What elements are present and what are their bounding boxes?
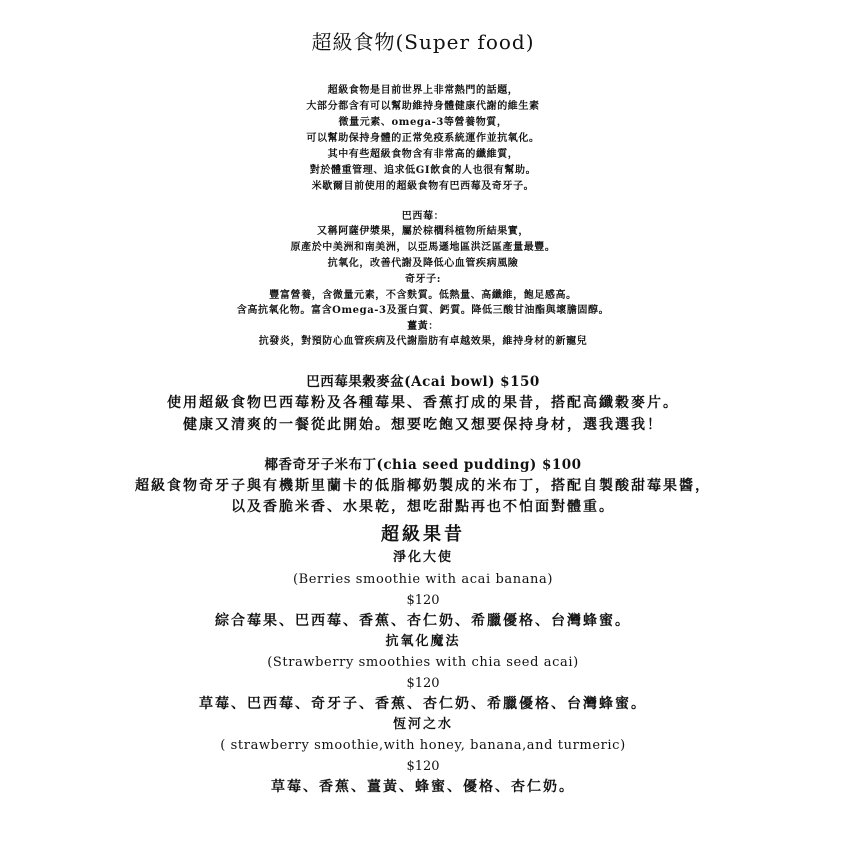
intro-line: 超級食物是目前世界上非常熱門的話題， (327, 85, 519, 96)
smoothie-ingredients: 草莓、巴西莓、奇牙子、香蕉、杏仁奶、希臘優格、台灣蜂蜜。 (199, 696, 647, 712)
intro-line: 大部分都含有可以幫助維持身體健康代謝的維生素 (306, 101, 540, 112)
ingredient-line: 又稱阿薩伊漿果，屬於棕櫚科植物所結果實， (317, 226, 529, 237)
menu-item-description: 健康又清爽的一餐從此開始。想要吃飽又想要保持身材，選我選我！ (183, 417, 663, 433)
menu-item-description: 超級食物奇牙子與有機斯里蘭卡的低脂椰奶製成的米布丁，搭配自製酸甜莓果醬， (135, 478, 711, 494)
smoothie-price: $120 (406, 593, 440, 608)
ingredient-heading-acai: 巴西莓： (401, 211, 445, 222)
intro-line: 其中有些超級食物含有非常高的纖維質， (327, 149, 519, 160)
smoothie-name: 淨化大使 (392, 550, 453, 565)
ingredient-heading-chia: 奇牙子: (404, 274, 442, 285)
smoothie-ingredients: 草莓、香蕉、薑黃、蜂蜜、優格、杏仁奶。 (271, 779, 575, 795)
smoothie-price: $120 (406, 759, 440, 774)
smoothie-english-name: (Berries smoothie with acai banana) (292, 572, 554, 587)
ingredient-line: 原產於中美洲和南美洲，以亞馬遜地區洪泛區產量最豐。 (290, 242, 556, 253)
intro-line: 米歇爾目前使用的超級食物有巴西莓及奇牙子。 (311, 181, 535, 192)
menu-item-description: 使用超級食物巴西莓粉及各種莓果、香蕉打成的果昔，搭配高纖穀麥片。 (167, 395, 679, 411)
intro-line: 可以幫助保持身體的正常免疫系統運作並抗氧化。 (306, 133, 540, 144)
smoothie-name: 恆河之水 (392, 717, 453, 732)
menu-item-name: 巴西莓果穀麥盆(Acai bowl) $150 (306, 374, 540, 390)
smoothie-name: 抗氧化魔法 (385, 634, 461, 649)
menu-item-description: 以及香脆米香、水果乾，想吃甜點再也不怕面對體重。 (231, 499, 615, 515)
smoothie-english-name: (Strawberry smoothies with chia seed acai) (267, 655, 579, 670)
intro-line: 對於體重管理、追求低GI飲食的人也很有幫助。 (309, 165, 537, 176)
smoothie-english-name: ( strawberry smoothie,with honey, banana,and turmeric) (220, 738, 626, 753)
ingredient-line: 抗氧化，改善代謝及降低心血管疾病風險 (327, 258, 519, 269)
ingredient-line: 抗發炎，對預防心血管疾病及代謝脂肪有卓越效果，維持身材的新寵兒 (258, 336, 588, 347)
page-title: 超級食物(Super food) (311, 30, 535, 54)
ingredient-line: 豐富營養，含微量元素，不含麩質。低熱量、高纖維，飽足感高。 (269, 290, 577, 301)
menu-item-name: 椰香奇牙子米布丁(chia seed pudding) $100 (264, 457, 582, 473)
section-heading: 超級果昔 (381, 524, 465, 545)
intro-line: 微量元素、omega-3等營養物質， (338, 117, 508, 128)
smoothie-price: $120 (406, 676, 440, 691)
smoothie-ingredients: 綜合莓果、巴西莓、香蕉、杏仁奶、希臘優格、台灣蜂蜜。 (215, 613, 631, 629)
ingredient-line: 含高抗氧化物。富含Omega-3及蛋白質、鈣質。降低三酸甘油酯與壞膽固醇。 (236, 305, 610, 316)
ingredient-heading-turmeric: 薑黃： (407, 321, 439, 332)
